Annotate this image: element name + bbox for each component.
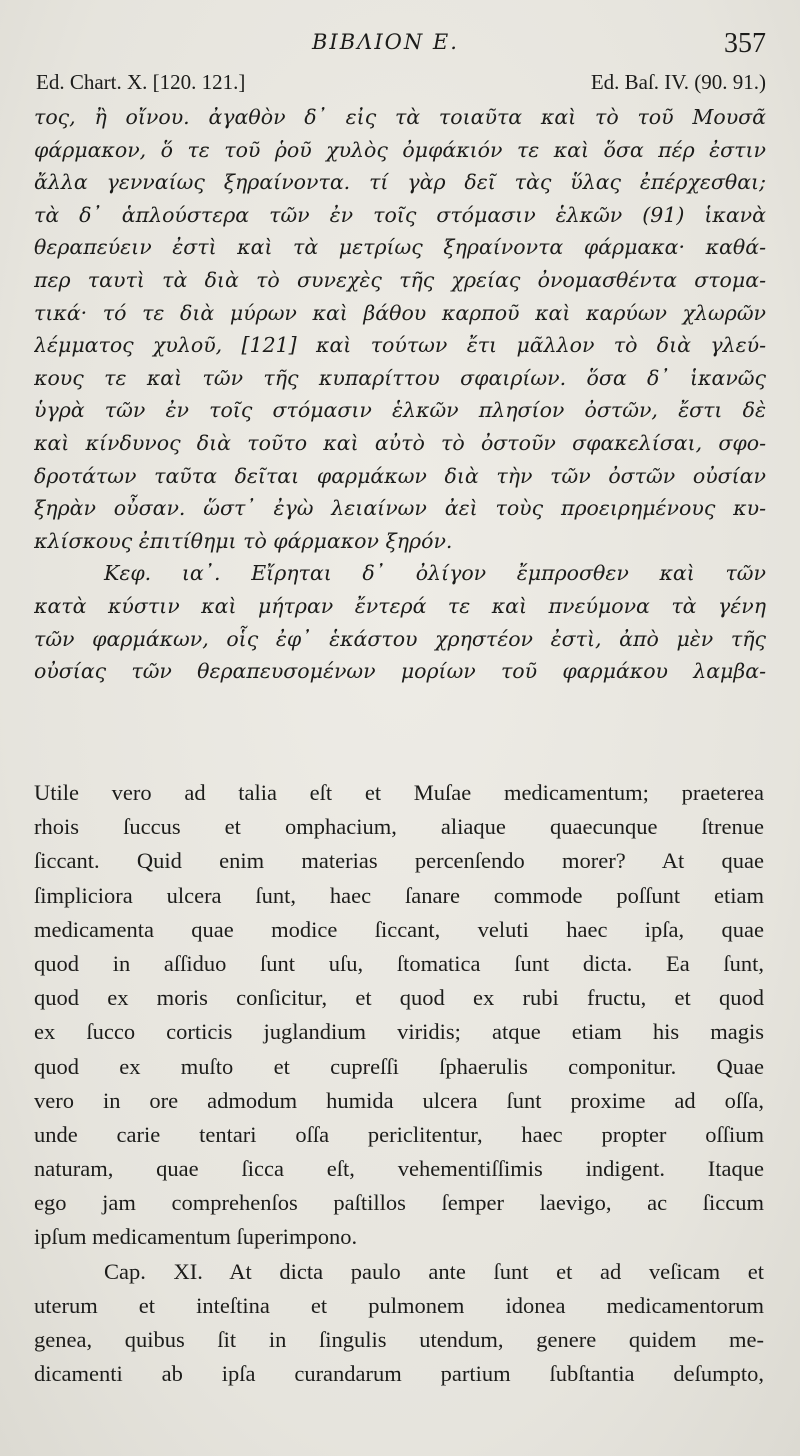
latin-line: ipſum medicamentum ſuperimpono.: [34, 1224, 358, 1250]
greek-line: κατὰ κύστιν καὶ μήτραν ἔντερά τε καὶ πνεύμονα τὰ γένη: [34, 593, 766, 618]
greek-line: ὑγρὰ τῶν ἐν τοῖς στόμασιν ἑλκῶν πλησίον ὀστῶν, ἔστι δὲ: [34, 398, 766, 423]
latin-line: uterum et inteſtina et pulmonem idonea medicamentorum: [34, 1292, 764, 1318]
greek-line: τῶν φαρμάκων, οἷς ἐφ᾽ ἑκάστου χρηστέον ἐστὶ, ἀπὸ μὲν τῆς: [34, 626, 766, 651]
greek-line: κλίσκους ἐπιτίθημι τὸ φάρμακον ξηρόν.: [34, 528, 453, 553]
edition-reference-line: [36, 70, 766, 100]
running-title: ΒΙΒΛΙΟΝ Ε.: [312, 30, 459, 54]
greek-line: τος, ἢ οἴνου. ἀγαθὸν δ᾽ εἰς τὰ τοιαῦτα καὶ τὸ τοῦ Μουσᾶ: [34, 105, 766, 129]
greek-chapter-heading-line: Κεφ. ια᾽. Εἴρηται δ᾽ ὀλίγον ἔμπροσθεν καὶ τῶν: [104, 561, 766, 586]
greek-line: δροτάτων ταῦτα δεῖται φαρμάκων διὰ τὴν τῶν ὀστῶν οὐσίαν: [34, 463, 766, 488]
greek-line: τὰ δ᾽ ἁπλούστερα τῶν ἐν τοῖς στόμασιν ἑλκῶν (91) ἱκανὰ: [34, 202, 766, 227]
greek-line: περ ταυτὶ τὰ διὰ τὸ συνεχὲς τῆς χρείας ὀνομασθέντα στομα-: [34, 267, 766, 292]
greek-text-block: [34, 101, 766, 688]
greek-line: λέμματος χυλοῦ, [121] καὶ τούτων ἔτι μᾶλλον τὸ διὰ γλεύ-: [34, 333, 766, 358]
greek-line: οὐσίας τῶν θεραπευσομένων μορίων τοῦ φαρμάκου λαμβα-: [34, 659, 766, 684]
running-head: [0, 24, 800, 64]
latin-line: unde carie tentari oſſa periclitentur, haec propter oſſium: [34, 1121, 764, 1147]
greek-line: καὶ κίνδυνος διὰ τοῦτο καὶ αὐτὸ τὸ ὀστοῦν σφακελίσαι, σφο-: [34, 430, 766, 455]
latin-line: vero in ore admodum humida ulcera ſunt proxime ad oſſa,: [34, 1087, 764, 1113]
greek-line: φάρμακον, ὅ τε τοῦ ῥοῦ χυλὸς ὀμφάκιόν τε καὶ ὅσα πέρ ἐστιν: [34, 137, 766, 162]
greek-line: τικά· τό τε διὰ μύρων καὶ βάθου καρποῦ καὶ καρύων χλωρῶν: [34, 300, 766, 325]
latin-line: ego jam comprehenſos paſtillos ſemper laevigo, ac ſiccum: [34, 1190, 764, 1216]
latin-text-block: [34, 776, 764, 1391]
greek-line: ξηρὰν οὖσαν. ὥστ᾽ ἐγὼ λειαίνων ἀεὶ τοὺς προειρημένους κυ-: [34, 496, 766, 521]
latin-line: quod in aſſiduo ſunt uſu, ſtomatica ſunt dicta. Ea ſunt,: [34, 950, 764, 976]
latin-line: rhois ſuccus et omphacium, aliaque quaecunque ſtrenue: [34, 814, 764, 840]
latin-line: naturam, quae ſicca eſt, vehementiſſimis indigent. Itaque: [34, 1156, 764, 1182]
latin-line: medicamenta quae modice ſiccant, veluti haec ipſa, quae: [34, 916, 764, 942]
edition-chartier-reference: Ed. Chart. X. [120. 121.]: [36, 70, 246, 94]
greek-line: θεραπεύειν ἐστὶ καὶ τὰ μετρίως ξηραίνοντα φάρμακα· καθά-: [34, 235, 766, 260]
latin-line: Utile vero ad talia eſt et Muſae medicamentum; praeterea: [34, 780, 764, 805]
latin-line: ex ſucco corticis juglandium viridis; atque etiam his magis: [34, 1019, 764, 1045]
latin-line: quod ex muſto et cupreſſi ſphaerulis componitur. Quae: [34, 1053, 764, 1079]
latin-line: dicamenti ab ipſa curandarum partium ſubſtantia deſumpto,: [34, 1361, 764, 1387]
latin-line: ſimpliciora ulcera ſunt, haec ſanare commode poſſunt etiam: [34, 882, 764, 908]
latin-line: ſiccant. Quid enim materias percenſendo morer? At quae: [34, 848, 764, 874]
page-number: 357: [724, 28, 766, 59]
latin-line: quod ex moris conſicitur, et quod ex rubi fructu, et quod: [34, 985, 764, 1011]
edition-basel-reference: Ed. Baſ. IV. (90. 91.): [590, 70, 766, 94]
greek-line: ἄλλα γενναίως ξηραίνοντα. τί γὰρ δεῖ τὰς ὕλας ἐπέρχεσθαι;: [34, 170, 766, 195]
greek-line: κους τε καὶ τῶν τῆς κυπαρίττου σφαιρίων. ὅσα δ᾽ ἱκανῶς: [34, 365, 766, 390]
latin-chapter-heading-line: Cap. XI. At dicta paulo ante ſunt et ad veſicam et: [104, 1258, 764, 1284]
latin-line: genea, quibus ſit in ſingulis utendum, genere quidem me-: [34, 1327, 764, 1352]
